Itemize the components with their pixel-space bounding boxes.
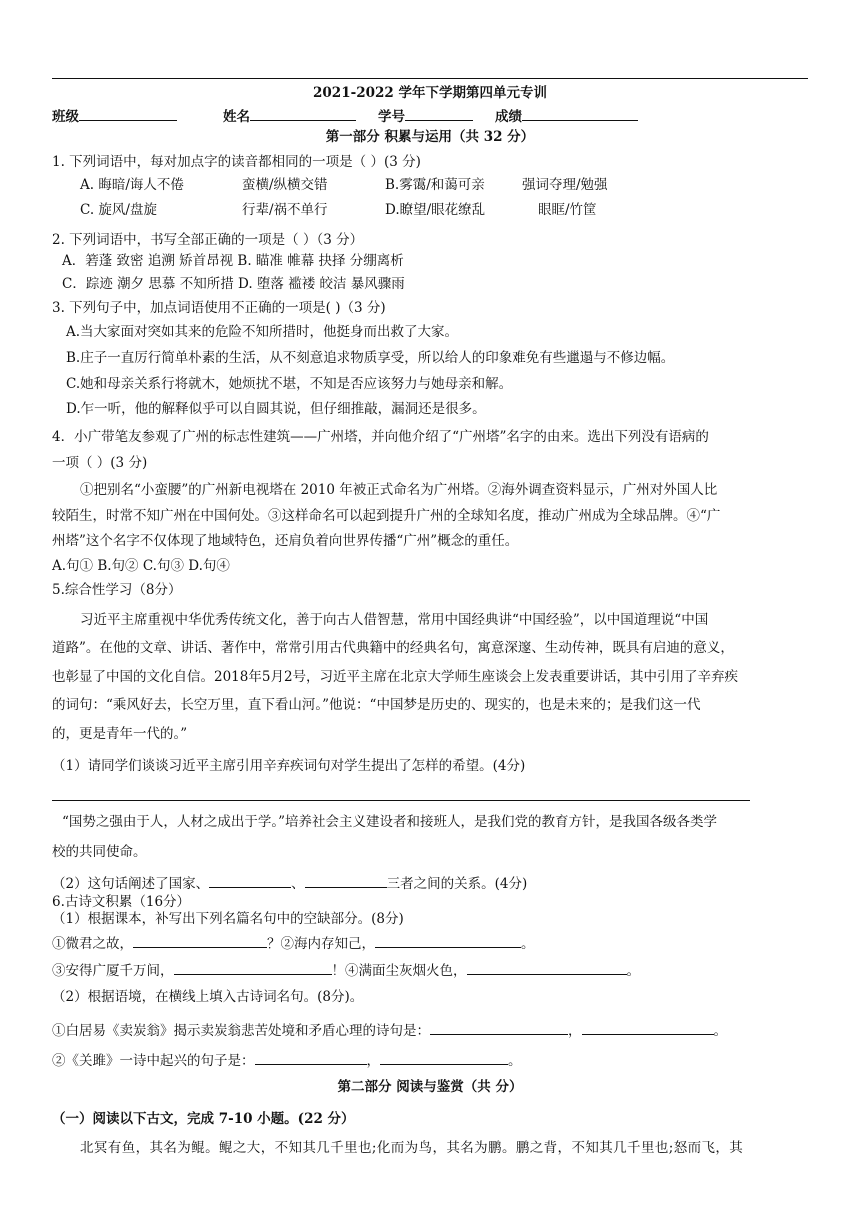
q2-options-row1: A．箬蓬 致密 追溯 矫首昂视 B. 瞄准 帷幕 抉择 分绷离析	[62, 253, 404, 269]
q2-stem: 2. 下列词语中，书写全部正确的一项是（ ）（3 分）	[52, 232, 364, 248]
q5-sub2-text-c: 三者之间的关系。(4分)	[386, 876, 528, 892]
q1-option-b2: 强词夺理/勉强	[522, 177, 608, 193]
q4-stem-line1: 4．小广带笔友参观了广州的标志性建筑——广州塔，并向他介绍了“广州塔”名字的由来。选出下列没有语病的	[52, 429, 709, 445]
q4-passage-line1: ①把别名“小蛮腰”的广州新电视塔在 2010 年被正式命名为广州塔。②海外调查资料显示，广州对外国人比	[80, 482, 718, 498]
q5-passage-line5: 的，更是青年一代的。”	[52, 726, 188, 742]
q6-blank-7[interactable]	[255, 1050, 367, 1065]
q6-line4-text-a: ②《关雎》一诗中起兴的句子是：	[52, 1053, 255, 1069]
q6-line4-text-b: ，	[366, 1053, 380, 1069]
q4-options: A.句① B.句② C.句③ D.句④	[52, 558, 230, 574]
q6-line1-text-c: 。	[521, 936, 535, 952]
q5-sub2-blank2[interactable]	[305, 873, 387, 888]
q6-line2	[52, 960, 640, 980]
q6-blank-8[interactable]	[380, 1050, 508, 1065]
q4-stem-line2: 一项（ ）(3 分)	[52, 455, 148, 471]
q5-passage-line7: 校的共同使命。	[52, 844, 147, 860]
q6-blank-1[interactable]	[133, 933, 267, 948]
q5-sub2	[52, 873, 527, 893]
q4-passage-line2: 较陌生，时常不知广州在中国何处。③这样命名可以起到提升广州的全球知名度，推动广州成为全球品牌。④“广	[52, 508, 721, 524]
exam-title: 2021-2022 学年下学期第四单元专训	[313, 85, 547, 101]
student-info-row	[52, 106, 638, 126]
q6-line3-text-b: ，	[568, 1023, 582, 1039]
score-label: 成绩	[495, 109, 522, 125]
q6-line3-text-c: 。	[713, 1023, 727, 1039]
q5-sub2-text-a: （2）这句话阐述了国家、	[52, 876, 210, 892]
q3-option-d: D.乍一听，他的解释似乎可以自圆其说，但仔细推敲，漏洞还是很多。	[66, 401, 486, 417]
q3-option-c: C.她和母亲关系行将就木，她烦扰不堪，不知是否应该努力与她母亲和解。	[66, 376, 513, 392]
q6-line4	[52, 1050, 522, 1070]
q6-line1	[52, 933, 535, 953]
q5-passage-line6: “国势之强由于人，人材之成出于学。”培养社会主义建设者和接班人，是我们党的教育方针，是我国各级各类学	[62, 814, 718, 830]
q1-stem: 1. 下列词语中，每对加点字的读音都相同的一项是（ ）(3 分)	[52, 154, 421, 170]
q6-line1-text-a: ①微君之故，	[52, 936, 133, 952]
q6-line3	[52, 1020, 727, 1040]
q4-passage-line3: 州塔”这个名字不仅体现了地域特色，还肩负着向世界传播“广州”概念的重任。	[52, 533, 519, 549]
q6-blank-6[interactable]	[582, 1020, 714, 1035]
id-label: 学号	[378, 109, 405, 125]
q6-line2-text-a: ③安得广厦千万间，	[52, 963, 174, 979]
reading-text-line1: 北冥有鱼，其名为鲲。鲲之大，不知其几千里也;化而为鸟，其名为鹏。鹏之背，不知其几千里也;怒而飞，其	[80, 1140, 744, 1156]
top-rule	[52, 78, 808, 79]
q3-stem: 3. 下列句子中，加点词语使用不正确的一项是( )（3 分)	[52, 300, 386, 316]
q5-sub1: （1）请同学们谈谈习近平主席引用辛弃疾词句对学生提出了怎样的希望。(4分)	[52, 758, 526, 774]
id-blank[interactable]	[405, 106, 473, 121]
q6-stem: 6.古诗文积累（16分）	[52, 894, 191, 910]
q6-blank-5[interactable]	[430, 1020, 568, 1035]
q1-option-d1: D.瞭望/眼花缭乱	[385, 202, 486, 218]
q6-line2-text-b: ！④满面尘灰烟火色，	[331, 963, 467, 979]
q6-line3-text-a: ①白居易《卖炭翁》揭示卖炭翁悲苦处境和矛盾心理的诗句是：	[52, 1023, 430, 1039]
part2-title: 第二部分 阅读与鉴赏（共 分）	[337, 1079, 523, 1095]
q5-passage-line3: 也彰显了中国的文化自信。2018年5月2号，习近平主席在北京大学师生座谈会上发表重要讲话，其中引用了辛弃疾	[52, 669, 739, 685]
q5-sub2-text-b: 、	[291, 876, 305, 892]
part1-title: 第一部分 积累与运用（共 32 分）	[325, 129, 535, 145]
q1-option-a1: A. 晦暗/诲人不倦	[80, 177, 184, 193]
name-label: 姓名	[223, 109, 250, 125]
q1-option-a2: 蛮横/纵横交错	[242, 177, 328, 193]
q5-passage-line1: 习近平主席重视中华优秀传统文化，善于向古人借智慧，常用中国经典讲“中国经验”，以中国道理说“中国	[80, 612, 709, 628]
q5-answer-line[interactable]	[52, 800, 750, 801]
class-blank[interactable]	[79, 106, 177, 121]
q6-blank-4[interactable]	[467, 960, 627, 975]
q6-sub2: （2）根据语境，在横线上填入古诗词名句。(8分)。	[52, 989, 364, 1005]
q6-line1-text-b: ？②海内存知己，	[267, 936, 375, 952]
q5-sub2-blank1[interactable]	[209, 873, 291, 888]
q6-sub1: （1）根据课本，补写出下列名篇名句中的空缺部分。(8分)	[52, 911, 404, 927]
q2-options-row2: C．踪迹 潮夕 思慕 不知所措 D. 堕落 褴褛 皎洁 暴风骤雨	[62, 276, 405, 292]
class-label: 班级	[52, 109, 79, 125]
q3-option-b: B.庄子一直厉行简单朴素的生活，从不刻意追求物质享受，所以给人的印象难免有些邋遢与不修边幅。	[66, 350, 675, 366]
q1-option-c1: C. 旋风/盘旋	[80, 202, 157, 218]
name-blank[interactable]	[250, 106, 356, 121]
q6-blank-2[interactable]	[375, 933, 521, 948]
q6-line2-text-c: 。	[626, 963, 640, 979]
reading-section-1-title: （一）阅读以下古文，完成 7-10 小题。(22 分）	[52, 1111, 355, 1127]
q1-option-d2: 眼眶/竹筐	[538, 202, 597, 218]
q5-passage-line2: 道路”。在他的文章、讲话、著作中，常常引用古代典籍中的经典名句，寓意深邃、生动传神，既具有启迪的意义，	[52, 640, 734, 656]
q6-blank-3[interactable]	[174, 960, 332, 975]
q5-stem: 5.综合性学习（8分）	[52, 582, 182, 598]
q3-option-a: A.当大家面对突如其来的危险不知所措时，他挺身而出救了大家。	[66, 324, 459, 340]
score-blank[interactable]	[522, 106, 638, 121]
q1-option-b1: B.雾霭/和蔼可亲	[385, 177, 485, 193]
q1-option-c2: 行辈/祸不单行	[242, 202, 328, 218]
q6-line4-text-c: 。	[508, 1053, 522, 1069]
q5-passage-line4: 的词句：“乘风好去，长空万里，直下看山河。”他说：“中国梦是历史的、现实的，也是未来的；是我们这一代	[52, 697, 701, 713]
